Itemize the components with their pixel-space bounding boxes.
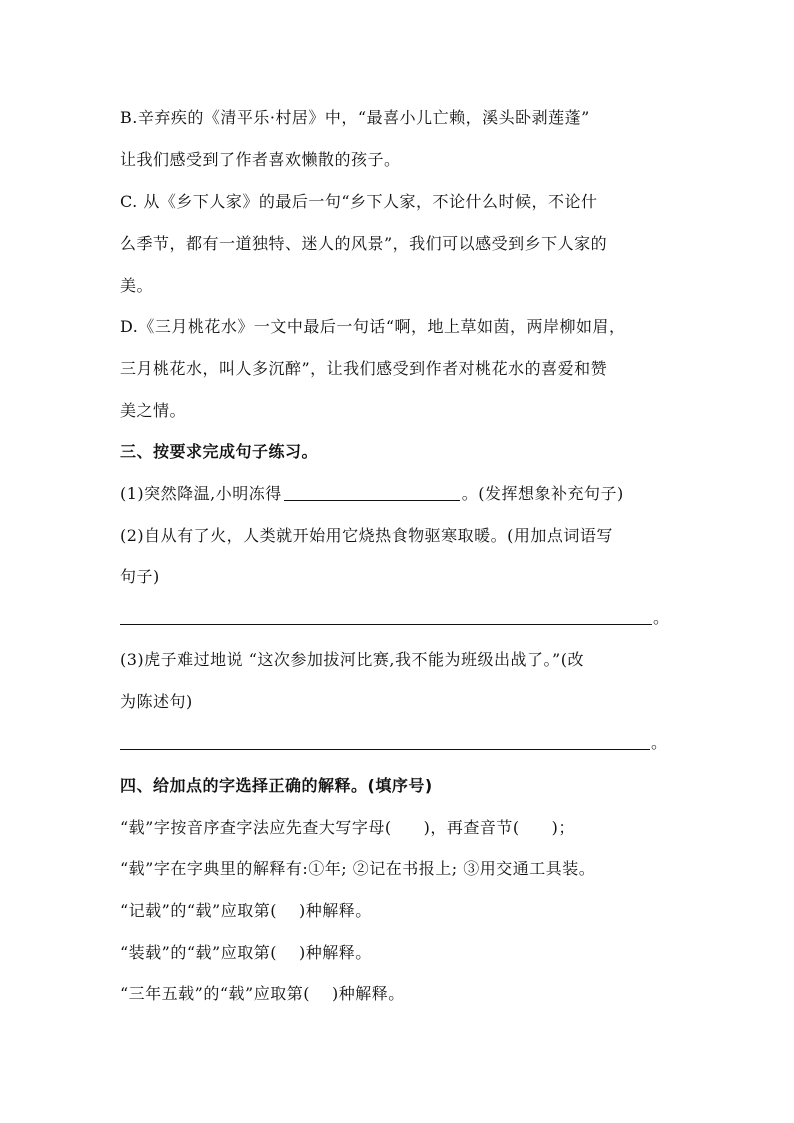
option-c-line-3: 美。 — [120, 276, 154, 295]
question-1-suffix: 。(发挥想象补充句子) — [461, 484, 624, 503]
option-b-line-1: B.辛弃疾的《清平乐·村居》中，“最喜小儿亡赖，溪头卧剥莲蓬” — [120, 108, 590, 127]
question-3-period: 。 — [651, 733, 668, 752]
question-2-period: 。 — [653, 608, 670, 627]
question-2-line-2: 句子) — [120, 567, 160, 586]
syllable-question-text: )，再查音节( — [423, 818, 520, 837]
zhuangzai-question-text: “装载”的“载”应取第( — [120, 943, 277, 962]
option-d-line-1: D.《三月桃花水》一文中最后一句话“啊，地上草如茵，两岸柳如眉， — [120, 317, 626, 336]
question-1 — [120, 484, 624, 504]
jizai-question-end: )种解释。 — [298, 901, 372, 920]
letter-question-text: “载”字按音序查字法应先查大写字母( — [120, 818, 392, 837]
question-2-answer-line[interactable] — [120, 624, 652, 625]
section-4-line-3 — [120, 901, 372, 921]
option-b-line-2: 让我们感受到了作者喜欢懒散的孩子。 — [120, 150, 401, 169]
question-3-answer-line[interactable] — [120, 749, 650, 750]
question-1-answer-blank[interactable] — [284, 484, 460, 501]
option-d-line-3: 美之情。 — [120, 401, 187, 420]
option-c-line-2: 么季节，都有一道独特、迷人的风景”，我们可以感受到乡下人家的 — [120, 234, 608, 253]
section-3-heading: 三、按要求完成句子练习。 — [120, 442, 319, 461]
sannianwuzai-question-text: “三年五载”的“载”应取第( — [120, 984, 310, 1003]
option-d-line-2: 三月桃花水，叫人多沉醉”，让我们感受到作者对桃花水的喜爱和赞 — [120, 359, 608, 378]
question-3-line-1: (3)虎子难过地说 “这次参加拔河比赛,我不能为班级出战了。”(改 — [120, 650, 584, 669]
question-2-line-1: (2)自从有了火，人类就开始用它烧热食物驱寒取暖。(用加点词语写 — [120, 526, 613, 545]
question-1-prefix: (1)突然降温,小明冻得 — [120, 484, 282, 503]
section-4-line-2: “载”字在字典里的解释有:①年; ②记在书报上; ③用交通工具装。 — [120, 859, 596, 878]
zhuangzai-question-end: )种解释。 — [298, 943, 372, 962]
section-4-line-1 — [120, 818, 575, 838]
section-4-line-4 — [120, 943, 372, 963]
question-3-line-2: 为陈述句) — [120, 692, 193, 711]
option-c-line-1: C. 从《乡下人家》的最后一句“乡下人家，不论什么时候，不论什 — [120, 192, 598, 211]
sannianwuzai-question-end: )种解释。 — [331, 984, 405, 1003]
section-4-line-5 — [120, 984, 405, 1004]
jizai-question-text: “记载”的“载”应取第( — [120, 901, 277, 920]
line-1-end: )； — [551, 818, 575, 837]
section-4-heading: 四、给加点的字选择正确的解释。(填序号) — [120, 776, 433, 795]
